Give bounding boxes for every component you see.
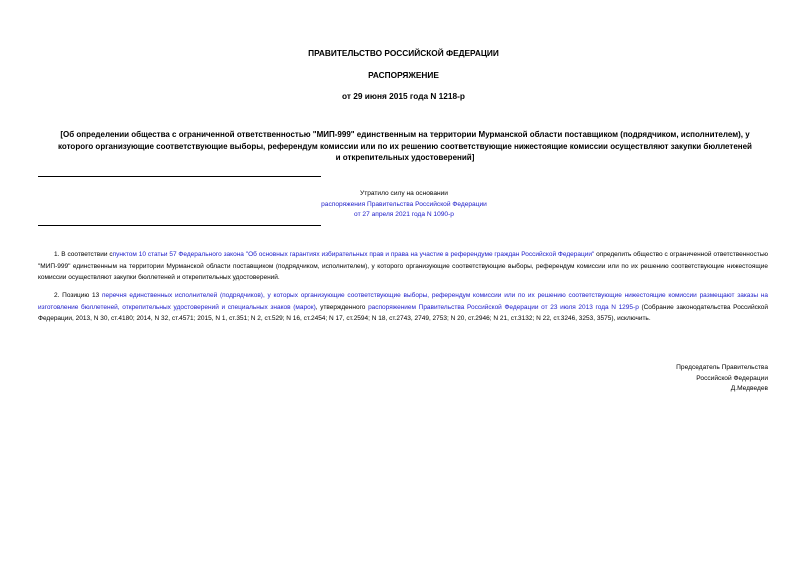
government-order-link[interactable]: распоряжением Правительства Российской Федерации от 23 июля 2013 года N 1295-р bbox=[368, 303, 639, 311]
paragraph-1-body: определить общество с ограниченной ответственностью "МИП-999" единственным на территории Мурманской области поставщиком (подрядчиком, исполнителем), у которого организующие соответствующие выборы, референдум комиссии или по их решению соответствующие нижестоящие комиссии осуществляют закупки бюллетеней и открепительных удостоверений. bbox=[38, 251, 769, 281]
signatory-title-country: Российской Федерации bbox=[696, 375, 768, 382]
document-date-number: от 29 июня 2015 года N 1218-р bbox=[342, 91, 465, 101]
issuing-authority: ПРАВИТЕЛЬСТВО РОССИЙСКОЙ ФЕДЕРАЦИИ bbox=[308, 48, 499, 58]
paragraph-2-lead: 2. Позицию 13 bbox=[54, 292, 100, 299]
signatory-name: Д.Медведев bbox=[730, 385, 768, 392]
repeal-act-link-line1[interactable]: распоряжения Правительства Российской Федерации bbox=[321, 201, 487, 208]
paragraph-2 bbox=[38, 290, 768, 325]
document-subject-title: [Об определении общества с ограниченной ответственностью "МИП-999" единственным на территории Мурманской области поставщиком (подрядчиком, исполнителем), у которого организующие соответствующие выборы, референдум комиссии или по их решению соответствующие нижестоящие комиссии осуществляют закупки бюллетеней и открепительных удостоверений] bbox=[58, 130, 752, 162]
paragraph-2-body: (Собрание законодательства Российской Федерации, 2013, N 30, ст.4180; 2014, N 32, ст.4571; 2015, N 1, ст.351; N 2, ст.529; N 16, ст.2454; N 17, ст.2594; N 18, ст.2743, 2749, 2753; N 20, ст.2946; N 21, ст.3132; N 22, ст.3246, 3253, 3575), исключить. bbox=[38, 303, 768, 322]
repeal-act-link-line2[interactable]: от 27 апреля 2021 года N 1090-р bbox=[354, 211, 454, 218]
federal-law-link[interactable]: пунктом 10 статьи 57 Федерального закона "Об основных гарантиях избирательных прав и права на участие в референдуме граждан Российской Федерации" bbox=[112, 251, 595, 258]
contractors-list-link[interactable]: перечня единственных исполнителей (подрядчиков), у которых организующие соответствующие выборы, референдум комиссии или по их решению соответствующие нижестоящие комиссии размещают заказы на изготовление бюллетеней, открепительных удостоверений и специальных знаков (марок) bbox=[38, 292, 768, 311]
document-type: РАСПОРЯЖЕНИЕ bbox=[368, 70, 439, 80]
paragraph-2-mid: , утвержденного bbox=[315, 303, 366, 311]
signatory-title: Председатель Правительства bbox=[676, 364, 768, 371]
paragraph-1 bbox=[38, 249, 768, 284]
status-note-text: Утратило силу на основании bbox=[360, 190, 448, 197]
divider-bottom bbox=[38, 225, 321, 226]
status-note-link-date[interactable] bbox=[250, 209, 558, 220]
paragraph-1-lead: 1. В соответствии с bbox=[54, 251, 113, 258]
divider-top bbox=[38, 176, 321, 177]
